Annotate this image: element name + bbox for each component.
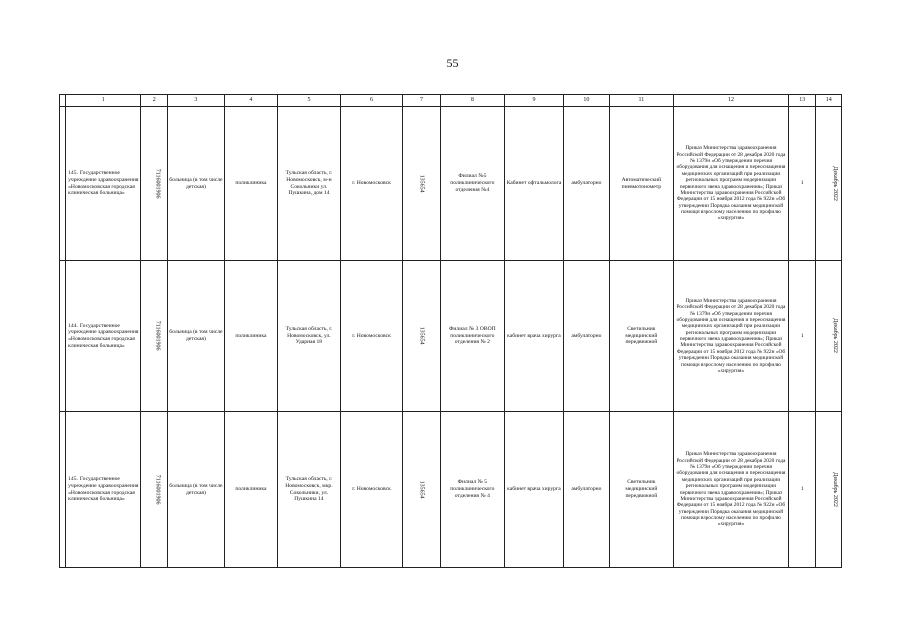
- page-number: 55: [446, 56, 459, 70]
- equipment-name: Светильник медицинский передвижной: [609, 261, 673, 412]
- date-cell: [816, 412, 842, 568]
- org-code-cell: [141, 261, 167, 412]
- care-type: амбулаторно: [563, 107, 609, 261]
- header-cell-10: 10: [563, 95, 609, 107]
- postcode: 135654: [419, 174, 426, 193]
- row-number: 145.: [68, 170, 78, 177]
- postcode: 135654: [419, 480, 426, 499]
- care-type: амбулаторно: [563, 261, 609, 412]
- header-cell-7: 7: [403, 95, 441, 107]
- row-number: 144.: [68, 322, 78, 329]
- legal-basis: Приказ Министерства здравоохранения Российской Федерации от 28 декабря 2020 года № 1379н «Об утверждении перечня оборудования для оснащения и переоснащения медицинских организаций при реализации региональных программ модернизации первичного звена здравоохранения»; Приказ Министерства здравоохранения Российской Федерации от 15 ноября 2012 года № 922н «Об утверждении Порядка оказания медицинской помощи взрослому населению по профилю «хирургия»: [673, 261, 788, 412]
- delivery-date: Декабрь 2022: [832, 166, 839, 201]
- date-cell: [816, 107, 842, 261]
- date-cell: [816, 261, 842, 412]
- legal-basis: Приказ Министерства здравоохранения Российской Федерации от 28 декабря 2020 года № 1379н «Об утверждении перечня оборудования для оснащения и переоснащения медицинских организаций при реализации региональных программ модернизации первичного звена здравоохранения»; Приказ Министерства здравоохранения Российской Федерации от 15 ноября 2012 года № 922н «Об утверждении Порядка оказания медицинской помощи взрослому населению по профилю «хирургия»: [673, 412, 788, 568]
- header-cell-6: 6: [341, 95, 403, 107]
- delivery-date: Декабрь 2022: [832, 318, 839, 354]
- facility-address: Тульская область, г. Новомосковск, м-н Сокольники ул. Пушкина, дом 14: [277, 107, 340, 261]
- subdivision: Филиал №5 поликлинического отделения №4: [440, 107, 504, 261]
- facility-type: больница (в том числе детская): [167, 412, 224, 568]
- facility-address: Тульская область, г. Новомосковск, мкр. Сокольники, ул. Пушкина 14: [277, 412, 340, 568]
- table-row: [60, 261, 842, 412]
- org-code: 7116001906: [154, 474, 161, 505]
- header-cell-12: 12: [673, 95, 788, 107]
- org-code: 7116001906: [154, 321, 161, 351]
- organization-name: Государственное учреждение здравоохранения «Новомосковская городская клиническая больница»: [68, 170, 139, 197]
- equipment-name: Светильник медицинский передвижной: [609, 412, 673, 568]
- org-code: 7116001906: [154, 168, 161, 199]
- facility-kind: поликлиника: [224, 412, 277, 568]
- row-number-cell: [66, 261, 141, 412]
- facility-city: г. Новомосковск: [341, 261, 403, 412]
- room: кабинет врача хирурга: [504, 261, 563, 412]
- header-cell-3: 3: [167, 95, 224, 107]
- header-row: [60, 95, 842, 107]
- header-cell-9: 9: [504, 95, 563, 107]
- row-number: 145.: [68, 476, 78, 483]
- facility-kind: поликлиника: [224, 107, 277, 261]
- quantity: 1: [788, 261, 815, 412]
- header-cell-5: 5: [277, 95, 340, 107]
- legal-basis: Приказ Министерства здравоохранения Российской Федерации от 28 декабря 2020 года № 1379н «Об утверждении перечня оборудования для оснащения и переоснащения медицинских организаций при реализации региональных программ модернизации первичного звена здравоохранения»; Приказ Министерства здравоохранения Российской Федерации от 15 ноября 2012 года № 922н «Об утверждении Порядка оказания медицинской помощи взрослому населению по профилю «хирургия»: [673, 107, 788, 261]
- equipment-name: Автоматический пневмотонометр: [609, 107, 673, 261]
- header-cell-8: 8: [440, 95, 504, 107]
- facility-type: больница (в том числе детская): [167, 107, 224, 261]
- postcode-cell: [403, 412, 441, 568]
- care-type: амбулаторно: [563, 412, 609, 568]
- room: кабинет врача хирурга: [504, 412, 563, 568]
- header-cell-11: 11: [609, 95, 673, 107]
- facility-kind: поликлиника: [224, 261, 277, 412]
- postcode: 135654: [419, 327, 426, 345]
- org-code-cell: [141, 412, 167, 568]
- facility-address: Тульская область, г. Новомосковск, ул. Ударная 18: [277, 261, 340, 412]
- row-number-cell: [66, 107, 141, 261]
- table-row: [60, 107, 842, 261]
- org-code-cell: [141, 107, 167, 261]
- facility-type: больница (в том числе детская): [167, 261, 224, 412]
- subdivision: Филиал № 5 поликлинического отделения № 4: [440, 412, 504, 568]
- postcode-cell: [403, 261, 441, 412]
- delivery-date: Декабрь 2022: [832, 472, 839, 507]
- header-cell-2: 2: [141, 95, 167, 107]
- room: Кабинет офтальмолога: [504, 107, 563, 261]
- header-cell-1: 1: [66, 95, 141, 107]
- quantity: 1: [788, 107, 815, 261]
- header-cell-13: 13: [788, 95, 815, 107]
- facility-city: г. Новомосковск: [341, 412, 403, 568]
- header-cell-14: 14: [816, 95, 842, 107]
- postcode-cell: [403, 107, 441, 261]
- subdivision: Филиал № 3 ОВОП поликлинического отделения № 2: [440, 261, 504, 412]
- quantity: 1: [788, 412, 815, 568]
- row-number-cell: [66, 412, 141, 568]
- facility-city: г. Новомосковск: [341, 107, 403, 261]
- header-cell-4: 4: [224, 95, 277, 107]
- organization-name: Государственное учреждение здравоохранения «Новомосковская городская клиническая больница»: [68, 322, 139, 349]
- organization-name: Государственное учреждение здравоохранения «Новомосковская городская клиническая больница»: [68, 476, 139, 503]
- table-row: [60, 412, 842, 568]
- equipment-table: [59, 94, 842, 568]
